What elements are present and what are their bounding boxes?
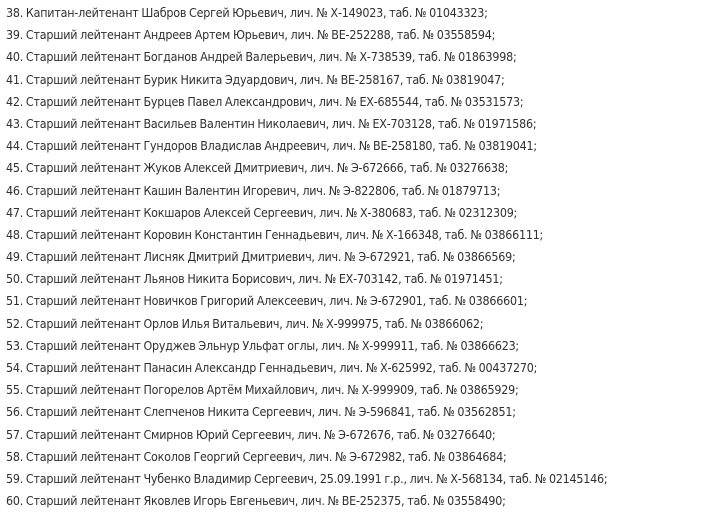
list-item: 60. Старший лейтенант Яковлев Игорь Евгеньевич, лич. № ВЕ-252375, таб. № 03558490; xyxy=(6,493,506,509)
list-item: 57. Старший лейтенант Смирнов Юрий Сергеевич, лич. № Э-672676, таб. № 03276640; xyxy=(6,426,496,442)
list-item: 49. Старший лейтенант Лисняк Дмитрий Дмитриевич, лич. № Э-672921, таб. № 03866569; xyxy=(6,249,516,265)
list-item: 50. Старший лейтенант Льянов Никита Борисович, лич. № ЕХ-703142, таб. № 01971451; xyxy=(6,271,503,287)
list-item: 42. Старший лейтенант Бурцев Павел Александрович, лич. № ЕХ-685544, таб. № 03531573; xyxy=(6,93,524,109)
list-item: 52. Старший лейтенант Орлов Илья Витальевич, лич. № Х-999975, таб. № 03866062; xyxy=(6,315,484,331)
list-item: 45. Старший лейтенант Жуков Алексей Дмитриевич, лич. № Э-672666, таб. № 03276638; xyxy=(6,160,509,176)
list-item: 59. Старший лейтенант Чубенко Владимир Сергеевич, 25.09.1991 г.р., лич. № Х-568134, таб. № 02145146; xyxy=(6,470,608,486)
list-item: 47. Старший лейтенант Кокшаров Алексей Сергеевич, лич. № Х-380683, таб. № 02312309; xyxy=(6,204,518,220)
list-item: 58. Старший лейтенант Соколов Георгий Сергеевич, лич. № Э-672982, таб. № 03864684; xyxy=(6,448,507,464)
list-item: 48. Старший лейтенант Коровин Константин Геннадьевич, лич. № Х-166348, таб. № 03866111; xyxy=(6,226,544,242)
list-item: 43. Старший лейтенант Васильев Валентин Николаевич, лич. № ЕХ-703128, таб. № 01971586; xyxy=(6,115,537,131)
list-item: 39. Старший лейтенант Андреев Артем Юрьевич, лич. № ВЕ-252288, таб. № 03558594; xyxy=(6,27,496,43)
list-item: 46. Старший лейтенант Кашин Валентин Игоревич, лич. № Э-822806, таб. № 01879713; xyxy=(6,182,501,198)
list-item: 38. Капитан-лейтенант Шабров Сергей Юрьевич, лич. № Х-149023, таб. № 01043323; xyxy=(6,5,488,20)
list-item: 55. Старший лейтенант Погорелов Артём Михайлович, лич. № Х-999909, таб. № 03865929; xyxy=(6,382,519,398)
list-item: 56. Старший лейтенант Слепченов Никита Сергеевич, лич. № Э-596841, таб. № 03562851; xyxy=(6,404,516,420)
list-item: 41. Старший лейтенант Бурик Никита Эдуардович, лич. № ВЕ-258167, таб. № 03819047; xyxy=(6,71,505,87)
list-item: 54. Старший лейтенант Панасин Александр Геннадьевич, лич. № Х-625992, таб. № 00437270; xyxy=(6,360,538,375)
list-item: 51. Старший лейтенант Новичков Григорий Алексеевич, лич. № Э-672901, таб. № 03866601; xyxy=(6,293,528,309)
personnel-list xyxy=(6,2,713,512)
list-item: 53. Старший лейтенант Оруджев Эльнур Ульфат оглы, лич. № Х-999911, таб. № 03866623; xyxy=(6,337,519,353)
list-item: 40. Старший лейтенант Богданов Андрей Валерьевич, лич. № Х-738539, таб. № 01863998; xyxy=(6,49,517,65)
list-item: 44. Старший лейтенант Гундоров Владислав Андреевич, лич. № ВЕ-258180, таб. № 03819041; xyxy=(6,138,537,154)
